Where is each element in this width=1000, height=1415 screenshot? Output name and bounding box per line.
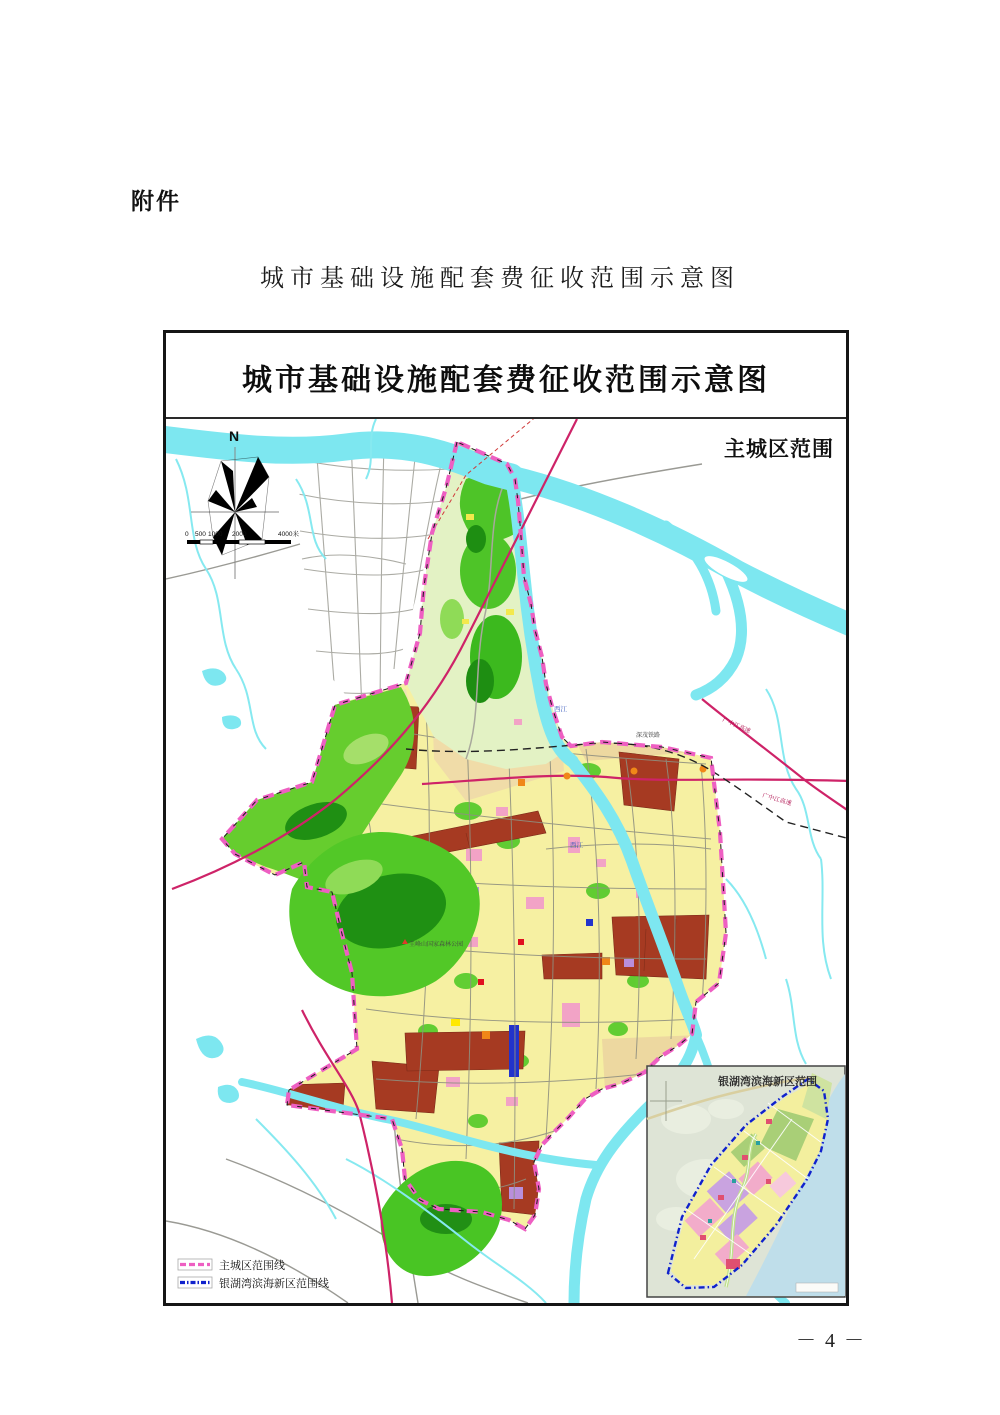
map-figure — [163, 330, 849, 1306]
legend-label-main-boundary: 主城区范围线 — [219, 1260, 285, 1272]
small-lakes — [196, 668, 241, 1103]
page-number: － 4 － — [796, 1330, 866, 1352]
scale-bar — [185, 529, 299, 544]
inset-scale-box — [796, 1283, 838, 1292]
inset-map — [647, 1066, 845, 1297]
map-legend — [178, 1258, 329, 1290]
river-label: 西江 — [554, 706, 567, 713]
map-canvas — [166, 419, 846, 1303]
map-corner-label: 主城区范围 — [724, 438, 834, 461]
legend-label-new-area-boundary: 银湖湾滨海新区范围线 — [219, 1278, 329, 1290]
document-title: 城市基础设施配套费征收范围示意图 — [260, 266, 740, 292]
svg-text:1000: 1000 — [208, 531, 223, 538]
expressway-label: 广中江高速 — [761, 793, 792, 808]
attachment-label: 附件 — [131, 188, 181, 214]
railway-label: 深茂铁路 — [636, 733, 661, 739]
svg-text:500: 500 — [195, 531, 206, 538]
river-label: 西江 — [570, 842, 583, 849]
forest-park-label: 圭峰山国家森林公园 — [409, 942, 464, 948]
svg-text:2000: 2000 — [232, 531, 247, 538]
svg-text:0: 0 — [185, 531, 189, 538]
map-title: 城市基础设施配套费征收范围示意图 — [242, 364, 770, 397]
svg-text:4000米: 4000米 — [278, 531, 299, 538]
expressway-label: 广中江高速 — [721, 717, 752, 736]
inset-title: 银湖湾滨海新区范围 — [718, 1076, 817, 1088]
compass-n-label: N — [229, 428, 240, 444]
